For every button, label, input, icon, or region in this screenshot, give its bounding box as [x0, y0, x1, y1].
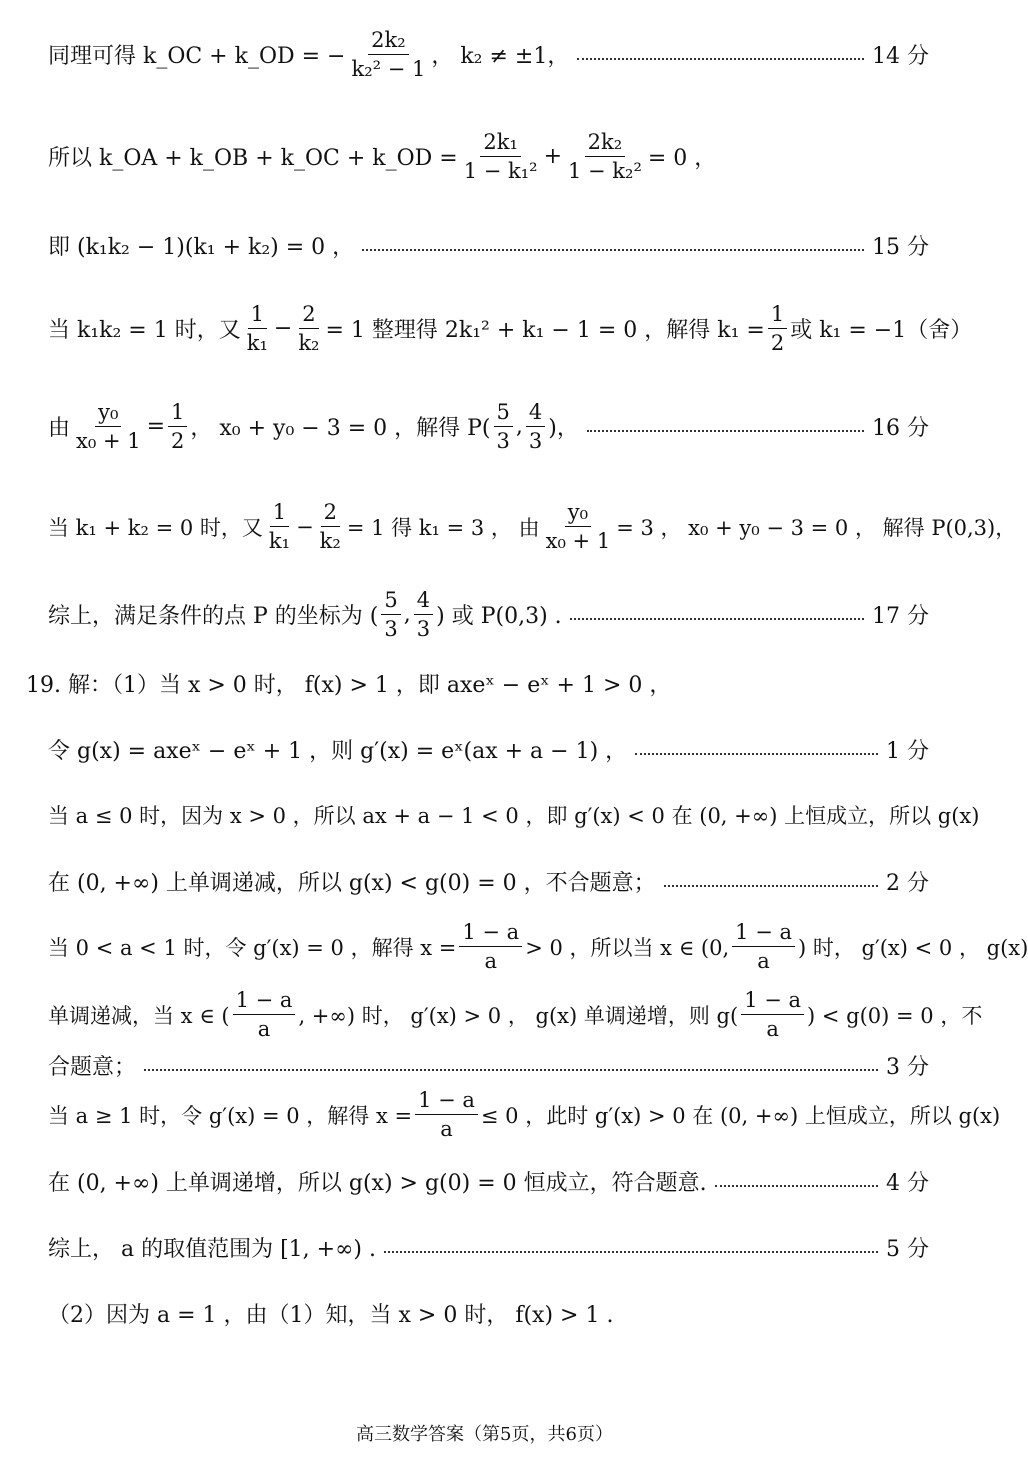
score: 3 分 — [886, 1055, 929, 1080]
solution-line — [26, 668, 929, 699]
solution-line — [48, 800, 980, 830]
solution-line — [48, 1088, 1001, 1142]
fraction: $\frac{1}{2}$ — [168, 400, 187, 453]
fraction: $\frac{\text{2k₂}}{\text{1 − k₂²}}$ — [568, 130, 642, 184]
score: 15 分 — [872, 235, 929, 260]
text: 由 — [48, 416, 71, 442]
text: 同理可得 k_OC + k_OD = − — [48, 44, 346, 70]
text: = 1 整理得 2k₁² + k₁ − 1 = 0 ，解得 k₁ = — [325, 318, 765, 344]
solution-line — [48, 988, 983, 1042]
solution-line — [48, 28, 929, 81]
text: 综上， a 的取值范围为 [1, +∞) . — [48, 1237, 376, 1262]
leader-dots — [144, 1068, 878, 1071]
text: ) 时， g′(x) < 0 ， g(x) — [797, 935, 1028, 960]
fraction: $\frac{\text{y₀}}{\text{x₀ + 1}}$ — [545, 500, 611, 554]
solution-line — [48, 920, 1028, 974]
text: 综上，满足条件的点 P 的坐标为 ( — [48, 604, 379, 630]
text: > 0 ，所以当 x ∈ (0, — [525, 935, 730, 960]
fraction: $\frac{5}{3}$ — [381, 588, 400, 641]
score: 14 分 — [872, 44, 929, 70]
fraction: $\frac{1}{\text{k₁}}$ — [246, 302, 268, 356]
text: − — [296, 514, 314, 539]
text: 所以 k_OA + k_OB + k_OC + k_OD = — [48, 146, 458, 172]
score: 16 分 — [872, 416, 929, 442]
text: , +∞) 时， g′(x) > 0 ， g(x) 单调递增，则 g( — [298, 1003, 739, 1028]
solution-line — [48, 1050, 929, 1081]
text: 当 k₁k₂ = 1 时，又 — [48, 318, 241, 344]
leader-dots — [577, 57, 864, 60]
fraction: $\frac{4}{3}$ — [526, 400, 545, 453]
text: 在 (0, +∞) 上单调递增，所以 g(x) > g(0) = 0 恒成立，符合题意. — [48, 1171, 707, 1196]
text: 当 0 < a < 1 时，令 g′(x) = 0 ，解得 x = — [48, 935, 457, 960]
text: − — [273, 316, 293, 342]
fraction: $\frac{1 - a}{a}$ — [741, 988, 804, 1041]
text: ， x₀ + y₀ − 3 = 0 ，解得 P( — [190, 416, 491, 442]
text: 或 k₁ = −1（舍） — [790, 318, 973, 344]
fraction: $\frac{2}{\text{k₂}}$ — [298, 302, 320, 356]
solution-line — [48, 302, 973, 356]
text: 令 g(x) = axeˣ − eˣ + 1 ，则 g′(x) = eˣ(ax + a − 1) ， — [48, 739, 628, 764]
text: 单调递减，当 x ∈ ( — [48, 1003, 230, 1028]
fraction: $\frac{1 - a}{a}$ — [233, 988, 296, 1041]
leader-dots — [635, 752, 878, 755]
text: ， k₂ ≠ ±1， — [431, 44, 570, 70]
text: = — [146, 414, 166, 440]
text: ) < g(0) = 0 ，不 — [807, 1003, 983, 1028]
fraction: $\frac{4}{3}$ — [414, 588, 433, 641]
text: )， — [548, 416, 579, 442]
solution-line — [48, 866, 929, 897]
leader-dots — [384, 1250, 878, 1253]
leader-dots — [362, 248, 864, 251]
text: （2）因为 a = 1 ，由（1）知，当 x > 0 时， f(x) > 1 . — [48, 1303, 614, 1328]
score: 1 分 — [886, 739, 929, 764]
fraction: $\frac{2}{\text{k₂}}$ — [319, 500, 341, 554]
text: 在 (0, +∞) 上单调递减，所以 g(x) < g(0) = 0 ，不合题意； — [48, 871, 656, 896]
solution-line — [48, 230, 929, 261]
leader-dots — [664, 884, 878, 887]
fraction: $\frac{5}{3}$ — [494, 400, 513, 453]
text: = 1 得 k₁ = 3 ， 由 — [346, 515, 540, 540]
text: = 3 ， x₀ + y₀ − 3 = 0 ， 解得 P(0,3)， — [616, 515, 1017, 540]
text: , — [403, 602, 411, 628]
text: 当 k₁ + k₂ = 0 时，又 — [48, 515, 263, 540]
text: 合题意； — [48, 1055, 137, 1080]
score: 2 分 — [886, 871, 929, 896]
leader-dots — [570, 617, 864, 620]
fraction: $\frac{\text{y₀}}{\text{x₀ + 1}}$ — [76, 400, 141, 454]
text: ) 或 P(0,3) . — [436, 604, 562, 630]
solution-line — [48, 734, 929, 765]
fraction: $\frac{1}{\text{k₁}}$ — [268, 500, 291, 554]
solution-line — [48, 588, 929, 641]
fraction: $\frac{1}{2}$ — [768, 302, 787, 355]
solution-line — [48, 1232, 929, 1263]
text: ≤ 0 ，此时 g′(x) > 0 在 (0, +∞) 上恒成立，所以 g(x) — [480, 1103, 1001, 1128]
leader-dots — [587, 429, 864, 432]
fraction: $\frac{1 - a}{a}$ — [415, 1088, 478, 1141]
solution-line — [48, 1298, 929, 1329]
score: 17 分 — [872, 604, 929, 630]
solution-line — [48, 400, 929, 453]
text: , — [515, 414, 523, 440]
fraction: $\frac{1 - a}{a}$ — [732, 920, 795, 973]
fraction: $\frac{\text{2k₂}}{\text{k₂² − 1}}$ — [351, 28, 426, 82]
problem-heading: 19. 解：（1）当 x > 0 时， f(x) > 1 ，即 axeˣ − eˣ + 1 > 0 ， — [26, 673, 672, 698]
text: = 0 ， — [647, 146, 717, 172]
fraction: $\frac{1 - a}{a}$ — [459, 920, 522, 973]
score: 5 分 — [886, 1237, 929, 1262]
text: + — [543, 144, 562, 170]
text: 当 a ≥ 1 时，令 g′(x) = 0 ，解得 x = — [48, 1103, 413, 1128]
page-footer: 高三数学答案（第5页，共6页） — [356, 1424, 613, 1445]
solution-line — [48, 500, 1017, 554]
score: 4 分 — [886, 1171, 929, 1196]
solution-line — [48, 1166, 929, 1197]
fraction: $\frac{\text{2k₁}}{\text{1 − k₁²}}$ — [463, 130, 538, 184]
text: 即 (k₁k₂ − 1)(k₁ + k₂) = 0 ， — [48, 235, 355, 260]
solution-line — [48, 130, 929, 183]
text: 当 a ≤ 0 时，因为 x > 0 ，所以 ax + a − 1 < 0 ，即 g′(x) < 0 在 (0, +∞) 上恒成立，所以 g(x) — [48, 804, 980, 828]
leader-dots — [715, 1184, 878, 1187]
